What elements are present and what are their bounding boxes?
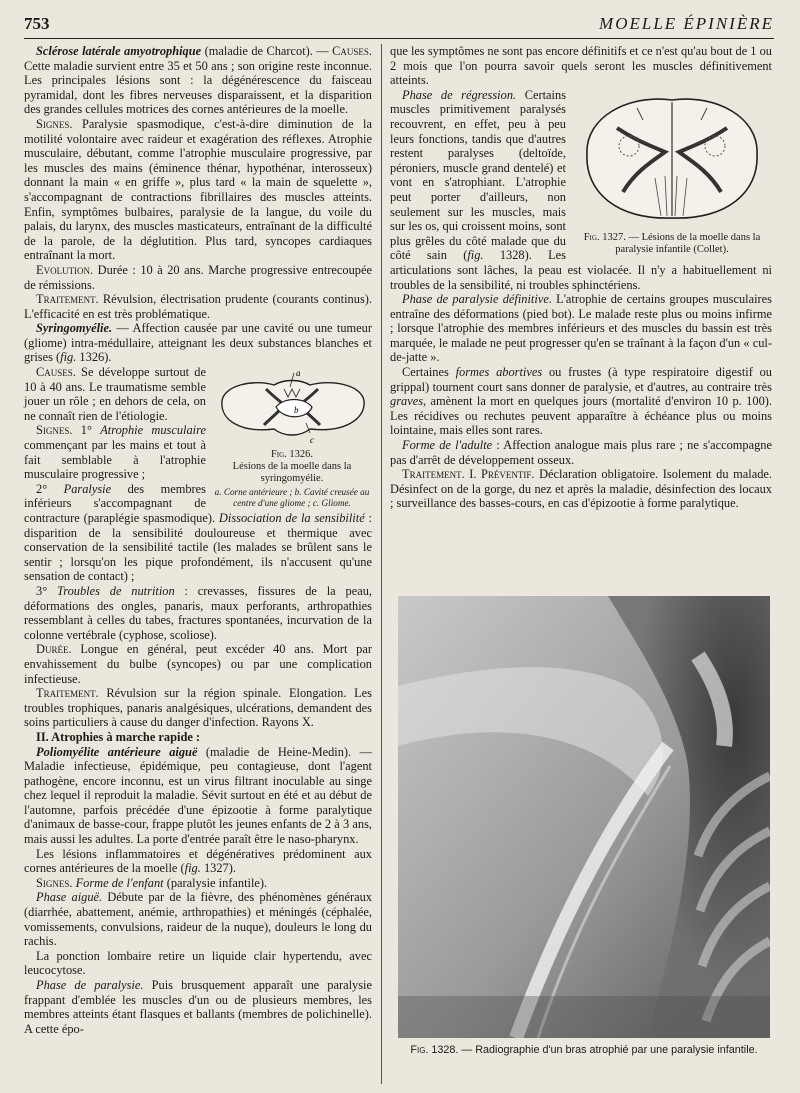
- text: Paralysie spasmodique, c'est-à-dire diminution de la motilité volontaire avec raideur et exagération des réflexes. Atrophie musculaire, débutant, comme l'atrophie musculaire progressive, par les muscles des mains (éminence thénar, hypothénar, interosseux) donnant la main « en griffe », plus tard « la main de squelette », s'accompagnant de contractions fibrillaires des muscles atteints. Enfin, symptômes bulbaires, paralysie de la langue, du voile du palais, du larynx, des muscles masticateurs, entraînant de la difficulté de la parole, de la déglutition. Plus tard, syncopes cardiaques entraînant la mort.: [24, 116, 372, 263]
- italic-term: Dissociation de la sensibilité: [218, 511, 365, 525]
- text: — Lésions de la moelle dans la paralysie infantile (Collet).: [615, 231, 761, 255]
- section-label: Causes.: [36, 365, 76, 380]
- paragraph-syringomyelie: [24, 321, 372, 365]
- figure-1327-label: Fig. 1327.: [583, 231, 626, 243]
- section-label: Durée.: [36, 642, 72, 657]
- text: ou frustes (à type respiratoire digestif ou grippal) tournent court sans donner de paralysie, et d'autres, au contraire très: [390, 365, 772, 394]
- text: Certains muscles primitivement paralysés recouvrent, en effet, peu à peu leurs fonctions, tandis que d'autres restent paralyses (deltoïde, péroniers, muscle grand dentelé) et vont en s'atrophiant. L'atrophie peut porter d'ailleurs, non seulement sur les muscles, mais sur les os, qui croissent moins, sont plus grêles du côté malade que du côté sain (: [390, 87, 567, 263]
- right-column: [390, 44, 772, 511]
- text: 1327).: [200, 861, 236, 876]
- paragraph-evolution: [24, 263, 372, 292]
- paragraph-paralysie-definitive: [390, 292, 772, 365]
- text: : Affection analogue mais plus rare ; ne s'accompagne pas d'arrêt de développement osseux.: [390, 438, 772, 467]
- figure-1326: [212, 367, 372, 508]
- figure-1327-caption: [572, 232, 772, 256]
- text: L'atrophie de certains groupes musculaires entraîne des déformations (pied bot). Le malade reste plus ou moins infirme ; lorsque l'atrophie des membres inférieurs et des muscles du bassin est très marquée, le malade ne peut progresser qu'en se traînant à la façon d'un « cul-de-jatte ».: [390, 292, 772, 365]
- section-heading-atrophies: II. Atrophies à marche rapide :: [36, 729, 201, 744]
- fig-ref: fig.: [467, 248, 484, 263]
- fig-ref: fig.: [184, 861, 201, 876]
- text: Les lésions inflammatoires et dégénératives prédominent aux cornes antérieures de la moelle (: [24, 846, 372, 876]
- figure-1327: [572, 88, 772, 256]
- text: Puis brusquement apparaît une paralysie frappant d'emblée les muscles d'un ou de plusieurs membres, les membres atteints étant flasques et ballants (membres de polichinelle). A cette épo-: [24, 978, 373, 1036]
- text: Cette maladie survient entre 35 et 50 ans ; son origine reste inconnue. Les principales lésions sont : la dégénérescence du faisceau pyramidal, dont les fibres nerveuses disparaissent, et la disparition des grandes cellules motrices des cornes antérieures de la moelle.: [24, 58, 372, 117]
- label-b: b: [294, 405, 299, 416]
- label-c: c: [310, 435, 314, 446]
- section-label: Traitement.: [402, 467, 465, 482]
- fig-ref: fig.: [60, 350, 77, 365]
- paragraph-phase-aigue: [24, 890, 372, 948]
- entry-title: Syringomyélie.: [36, 321, 113, 336]
- italic-term: Phase de paralysie.: [36, 978, 144, 992]
- paragraph-ponction: La ponction lombaire retire un liquide clair hypertendu, avec leucocytose.: [24, 948, 372, 978]
- italic-term: Phase aiguë.: [36, 890, 103, 905]
- paragraph-signes-enfant: [24, 876, 372, 891]
- paragraph-phase-paralysie: [24, 978, 372, 1036]
- figure-1326-legend: a. Corne antérieure ; b. Cavité creusée au centre d'une gliome ; c. Gliome.: [214, 487, 370, 508]
- entry-title: Sclérose latérale amyotrophique: [36, 44, 202, 58]
- paragraph-formes-abortives: [390, 365, 772, 438]
- italic-term: Phase de régression.: [402, 87, 517, 102]
- paragraph-traitement-preventif: [390, 467, 772, 511]
- paragraph-lesions: [24, 847, 372, 876]
- section-label: Traitement.: [36, 686, 99, 701]
- italic-term: formes abortives: [455, 365, 543, 380]
- paragraph-poliomyelite: [24, 745, 372, 847]
- text: : disparition de la sensibilité douloureuse et thermique avec conservation de la sensibilité tactile (les malades se brûlent sans le sentir ; lorsqu'on les pique profondément, ils n'accusent qu'une sensation de contact) ;: [24, 511, 372, 584]
- label-a: a: [296, 368, 301, 379]
- text: 1328). Les articulations sont lâches, la peau est violacée. Il n'y a habituellement ni troubles de la sensibilité, ni troubles sphinctériens.: [390, 248, 772, 292]
- section-label: Signes.: [36, 423, 73, 438]
- figure-1328-caption: [398, 1044, 770, 1057]
- paragraph-continuation: que les symptômes ne sont pas encore définitifs et ce n'est qu'au bout de 1 ou 2 mois que l'on pourra savoir quels seront les muscles définitivement atteints.: [390, 44, 772, 88]
- italic-term: graves: [390, 394, 424, 409]
- italic-term: Forme de l'adulte: [402, 438, 493, 453]
- text: Débute par de la fièvre, des phénomènes généraux (diarrhée, abattement, anémie, arthropathies) et méningés (céphalée, vomissements, convulsions, raideur de la nuque), douleurs le long du rachis.: [24, 890, 372, 949]
- section-label: Signes.: [36, 116, 73, 131]
- text: 3°: [36, 583, 57, 598]
- paragraph-traitement: [24, 292, 372, 321]
- text: (maladie de Heine-Medin). — Maladie infectieuse, épidémique, peu contagieuse, dont l'agent pathogène, encore inconnu, est un virus filtrant inoculable au singe chez lequel il reproduit la maladie. Sévit surtout en été et au début de l'automne, parfois précédée d'une épizootie à forme paralytique d'animaux de basse-cour, frappe plutôt les jeunes enfants de 2 à 3 ans, mais aussi les adultes. La porte d'entrée paraît être le naso-pharynx.: [24, 744, 372, 847]
- text: , amènent la mort en quelques jours (mortalité d'environ 10 p. 100). Les récidives ou rechutes peuvent apparaître à échéance plus ou moins lointaine, mais elles sont rares.: [390, 394, 772, 438]
- spinal-cord-syringomyelia-illustration: [214, 367, 370, 445]
- text: 1326).: [76, 350, 112, 365]
- column-divider: [381, 44, 382, 1084]
- italic-term: Forme de l'enfant: [72, 875, 164, 890]
- text: : crevasses, fissures de la peau, déformations des ongles, panaris, maux perforants, arthropathies ressemblant à celles du tabes, fractures spontanées, incurvation de la colonne vertébrale (cyphose, scoliose).: [24, 583, 373, 642]
- italic-term: Atrophie musculaire: [100, 423, 206, 438]
- running-title: MOELLE ÉPINIÈRE: [599, 14, 774, 33]
- entry-title: Poliomyélite antérieure aiguë: [36, 744, 198, 759]
- page-header: [24, 12, 774, 39]
- section-label: Traitement.: [36, 292, 99, 307]
- left-column: [24, 44, 372, 1036]
- paragraph-signes: [24, 117, 372, 263]
- paragraph-duree: [24, 642, 372, 686]
- text: Certaines: [402, 365, 456, 380]
- text: — Affection causée par une cavité ou une tumeur (gliome) intra-médullaire, atteignant les deux substances blanches et grises (: [24, 321, 372, 365]
- text: Déclaration obligatoire. Isolement du malade. Désinfect on de la gorge, du nez et après la maladie, désinfection des locaux ; surveillance des basses-cours, en cas d'épizootie à forme paralytique.: [390, 467, 772, 511]
- text: des membres inférieurs s'accompagnant de contracture (paraplégie spasmodique).: [24, 481, 219, 525]
- section-label: Evolution.: [36, 262, 94, 277]
- paragraph-signes-3: [24, 584, 372, 642]
- text: 1°: [72, 423, 101, 438]
- spinal-cord-infantile-paralysis-illustration: [577, 88, 767, 228]
- figure-1326-caption: Lésions de la moelle dans la syringomyélie.: [232, 461, 352, 485]
- text: commençant par les mains et tout à fait semblable à l'atrophie musculaire progressive ;: [24, 438, 206, 482]
- text: 2°: [36, 481, 64, 496]
- text: Durée : 10 à 20 ans. Marche progressive entrecoupée de rémissions.: [24, 262, 372, 292]
- text: Révulsion, électrisation prudente (courants continus). L'efficacité en est très problématique.: [24, 292, 372, 321]
- figure-1326-label: Fig. 1326.: [270, 449, 314, 461]
- italic-term: Paralysie: [63, 481, 112, 496]
- text: I.: [464, 467, 482, 482]
- page-number: 753: [24, 14, 50, 33]
- italic-term: Phase de paralysie définitive.: [402, 292, 552, 307]
- paragraph-sclerose: [24, 44, 372, 117]
- section-label: Signes.: [36, 875, 73, 890]
- paragraph-traitement-2: [24, 686, 372, 730]
- text: Révulsion sur la région spinale. Elongation. Les troubles trophiques, panaris analgésiques, ulcérations, demandent des soins particuliers à cause du danger d'infection. Rayons X.: [24, 686, 372, 730]
- italic-term: Troubles de nutrition: [57, 583, 175, 598]
- text: Longue en général, peut excéder 40 ans. Mort par envahissement du bulbe (syncopes) ou par une complication infectieuse.: [24, 642, 372, 686]
- text: — Radiographie d'un bras atrophié par une paralysie infantile.: [458, 1044, 758, 1056]
- paragraph-forme-adulte: [390, 438, 772, 467]
- text: (maladie de Charcot). —: [201, 44, 333, 58]
- text: Se développe surtout de 10 à 40 ans. Le traumatisme semble jouer un rôle ; en dehors de cela, on ne connaît rien de l'étiologie.: [24, 365, 206, 423]
- arm-radiograph-photo: [398, 596, 770, 1038]
- figure-1328-label: Fig. 1328.: [410, 1044, 459, 1056]
- text: (paralysie infantile).: [163, 875, 268, 890]
- section-label: Préventif.: [481, 467, 535, 482]
- section-label: Causes.: [332, 44, 372, 58]
